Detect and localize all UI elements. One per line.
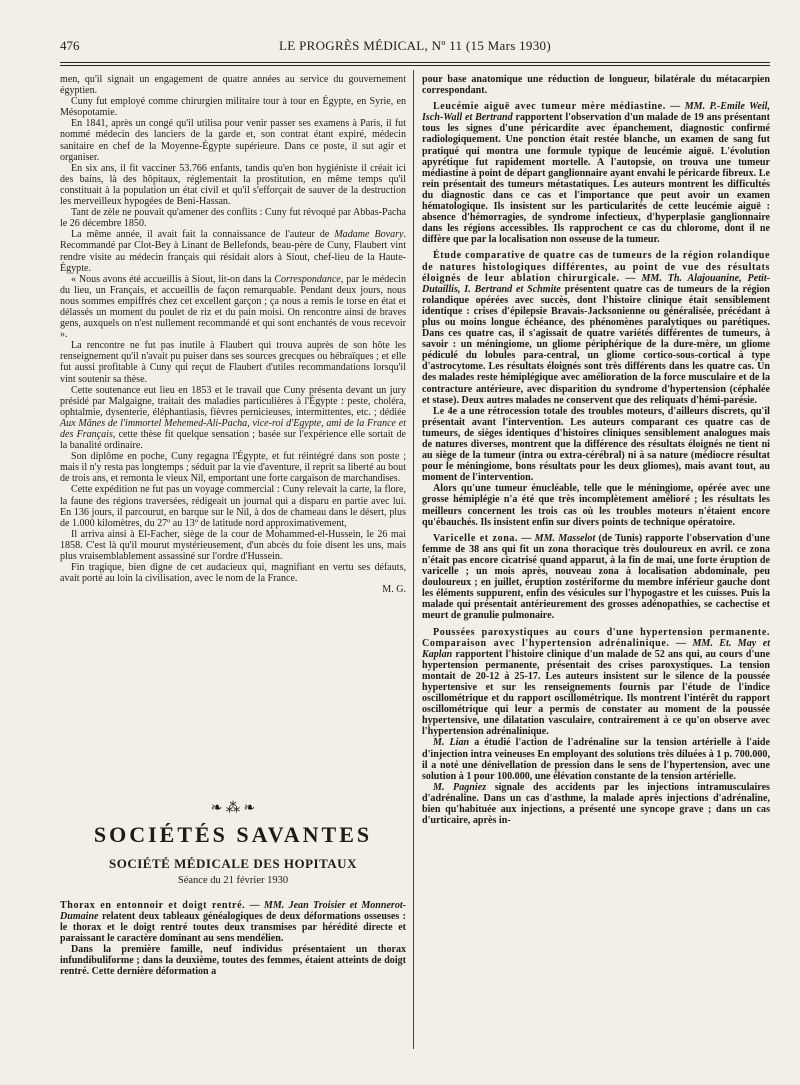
paragraph: En 1841, après un congé qu'il utilisa pour venir passer ses examens à Paris, il fut nommé médecin des lanciers de la garde et, son contrat étant expiré, médecin sanitaire en chef de la Moyenne-Égypte supérieure. Dans ce poste, il sut agir et organiser.: [60, 118, 406, 163]
book-title: Madame Bovary: [334, 229, 404, 241]
report-paragraph: Le 4e a une rétrocession totale des troubles moteurs, d'ailleurs discrets, qu'il présentait avant l'intervention. Les auteurs comparant ces quatre cas de tumeurs, de sièges identiques d'histoires cliniques sensiblement analogues mais de natures diverses, montrent que la différence des résultats éloignés ne tient ni au siège de la tumeur (intra ou extra-cérébral) ni à sa nature (médiocre résultat pour le méningiome, bons résultats pour les deux gliomes), mais avant tout, au moment de l'intervention.: [422, 405, 770, 484]
report-paragraph: M. Pagniez signale des accidents par les injections intramusculaires d'adrénaline. Dans un cas d'asthme, la malade après injections d'adrénaline, bien qu'habituée aux injections, a présenté une syncope grave ; dans un cas d'urticaire, après in-: [422, 781, 770, 827]
header-rule-double: [60, 65, 770, 66]
paragraph: Cuny fut employé comme chirurgien militaire tour à tour en Égypte, en Syrie, en Mésopotamie.: [60, 96, 406, 119]
paragraph: Cette soutenance eut lieu en 1853 et le travail que Cuny présenta devant un jury présidé par Malgaigne, traitait des maladies particulières à l'Égypte : peste, choléra, ophtalmie, dysenterie, éléphantiasis, fièvres pernicieuses, intermittentes, etc. ; dédiée Aux Mânes de l'immortel Mehemed-Ali-Pacha, vice-roi d'Egypte, ami de la France et des Français, cette thèse fit quelque sensation ; basée sur l'expérience elle sortait de la banalité ordinaire.: [60, 384, 407, 452]
right-column: [422, 74, 770, 826]
page-number: 476: [60, 38, 80, 53]
paragraph: Son diplôme en poche, Cuny regagna l'Égypte, et fut réintégré dans son poste ; mais il n'y resta pas longtemps ; séduit par la vie d'aventure, il reprit sa liberté au bout de trois ans, et remonta le vieux Nil, emportant une forte cargaison de marchandises.: [60, 451, 406, 485]
paragraph: Cette expédition ne fut pas un voyage commercial : Cuny relevait la carte, la flore, la faune des régions traversées, rédigeait un journal qui a disparu en partie avec lui. En 136 jours, il parcourut, en barque sur le Nil, à dos de chameau dans le désert, plus de 1.000 kilomètres, du 27º au 13º de latitude nord approximativement,: [60, 484, 406, 529]
paragraph: « Nous avons été accueillis à Siout, lit-on dans la Correspondance, par le médecin du lieu, un Français, et accueillis de façon remarquable. Pendant deux jours, nous nous sommes empiffrés chez cet excellent garçon ; ça nous a remis le torse en état et délassés un moment du poulet de riz et du pain moisi. On rencontre ainsi de braves gens, auxquels on n'est nullement recommandé et qui sont enchantés de vous recevoir ».: [60, 273, 406, 341]
paragraph: pour base anatomique une réduction de longueur, bilatérale du métacarpien correspondant.: [422, 74, 770, 97]
report-title: Varicelle et zona.: [433, 532, 519, 544]
section-ornament: ❧ ⁂ ❧: [210, 801, 256, 816]
paragraph: La rencontre ne fut pas inutile à Flaubert qui trouva auprès de son hôte les renseignement qu'il n'avait pu puiser dans ses sources grecques ou hébraïques ; et elle fut aussi profitable à Cuny qui reçut de Flaubert d'utiles recommandations lorsqu'il vint soutenir sa thèse.: [60, 340, 406, 385]
report-paragraph: Varicelle et zona. — MM. Masselot (de Tunis) rapporte l'observation d'une femme de 38 ans qui fit un zona thoracique très douloureux en avril. ce zona n'était pas encore cicatrisé quand apparut, à la fin de mai, une forte éruption de varicelle ; un mois après, nouveau zona à localisation abdominale, peu douloureux ; en juillet, éruption zostériforme du membre inférieur gauche dont les éléments suppurent, enfin des vésicules sur l'hypogastre et les cuisses. Puis la malade qui présentait antérieurement des grosses adénopathies, se cachectise et meurt de granulie pulmonaire.: [422, 532, 770, 622]
paragraph: Fin tragique, bien digne de cet audacieux qui, magnifiant en vertu ses défauts, avait porté au loin la civilisation, avec le nom de la France.: [60, 562, 406, 585]
dedication: Aux Mânes de l'immortel Mehemed-Ali-Pacha, vice-roi d'Egypte, ami de la France et des Français: [60, 417, 406, 440]
report-authors: M. Lian: [433, 737, 470, 749]
report-title: Poussées paroxystiques au cours d'une hypertension permanente. Comparaison avec l'hypertension adrénalinique.: [422, 626, 770, 649]
left-column: [60, 74, 406, 595]
report-paragraph: Dans la première famille, neuf individus présentaient un thorax infundibuliforme ; dans la deuxième, toutes des femmes, étaient atteints de doigt rentré. Cette dernière déformation a: [60, 944, 406, 977]
paragraph: En six ans, il fit vacciner 53.766 enfants, tandis qu'en bon hygiéniste il créait ici des bains, là des hôpitaux, réglementait la prostitution, en même temps qu'il constituait à la population un état civil et qu'il s'efforçait de sauver de la destruction les merveilleux hypogées de Beni-Hassan.: [60, 162, 406, 208]
session-date: Séance du 21 février 1930: [177, 875, 289, 886]
paragraph: Il arriva ainsi à El-Facher, siège de la cour de Mohammed-el-Hussein, le 26 mai 1858. C'est là qu'il mourut mystérieusement, d'un abcès du foie disent les uns, mais plus vraisemblablement assassiné sur l'ordre d'Hussein.: [60, 528, 406, 563]
report-paragraph: M. Lian a étudié l'action de l'adrénaline sur la tension artérielle à l'aide d'injection intra veineuses En employant des solutions très diluées à 1 p. 700.000, il a noté une dénivellation de pression dans le sens de l'hypertension, avec une solution à 1 pour 100.000, une élévation constante de la tension artérielle.: [422, 737, 771, 782]
paragraph: La même année, il avait fait la connaissance de l'auteur de Madame Bovary. Recommandé par Clot-Bey à Linant de Bellefonds, beau-père de Cuny, Flaubert vint rendre visite au médecin français qui résidait alors à Siout, chef-lieu de la Haute-Égypte.: [60, 229, 406, 274]
report-authors: — MM. Jean Troisier et Monnerot-Dumaine: [60, 900, 407, 922]
report-paragraph: Leucémie aiguë avec tumeur mère médiastine. — MM. P.-Emile Weil, Isch-Wall et Bertrand rapportent l'observation d'un malade de 19 ans présentant tous les signes d'une péricardite avec épanchement, diagnostic confirmé radiologiquement. Une ponction était restée blanche, un examen de sang fut pratiqué qui montra une formule typique de leucémie aiguë. L'évolution apyrétique fut rapidement mortelle. A l'autopsie, on trouva une tumeur médiastine à point de départ ganglionnaire ayant envahi le péricarde fibreux. Le rein présentait des tumeurs métastatiques. Les auteurs montrent les difficultés du diagnostic dans ce cas et l'importance que peut avoir un examen hématologique. Ils insistent sur les particularités de cette leucémie aiguë : absence d'hémorragies, de syndrome infectieux, d'hyperplasie ganglionnaire dans les régions accessibles. Ils rapprochent ce cas du chlorome, dont il ne diffère que par la localisation non osseuse de la tumeur.: [422, 101, 770, 246]
report-authors: — MM. P.-Emile Weil, Isch-Wall et Bertrand: [422, 101, 770, 124]
report-authors: — MM. Th. Alajouanine, Petit-Dutaillis, I. Bertrand et Schmite: [422, 272, 770, 295]
report-authors: M. Pagniez: [433, 781, 487, 793]
left-lower-text: [60, 900, 406, 977]
running-title: LE PROGRÈS MÉDICAL, Nº 11 (15 Mars 1930): [279, 38, 551, 53]
report-paragraph: Alors qu'une tumeur énucléable, telle que le méningiome, opérée avec une grosse hémiplégie n'a été que très incomplètement amélioré ; les résultats les meilleurs concernent les trois cas où les troubles moteurs n'étaient encore qu'ébauchés. Ils insistent enfin sur divers points de technique opératoire.: [422, 483, 770, 528]
header-rule: [60, 62, 770, 63]
paragraph: men, qu'il signait un engagement de quatre années au service du gouvernement égyptien.: [60, 74, 406, 97]
report-title: Thorax en entonnoir et doigt rentré.: [60, 900, 246, 911]
society-name: SOCIÉTÉ MÉDICALE DES HOPITAUX: [109, 856, 357, 871]
report-paragraph: Thorax en entonnoir et doigt rentré. — MM. Jean Troisier et Monnerot-Dumaine relatent deux tableaux généalogiques de deux déformations osseuses : le thorax et le doigt rentré toutes deux transmises par hérédité directe et paraissant le caractère dominant au sens mendélien.: [60, 900, 407, 944]
report-paragraph: Poussées paroxystiques au cours d'une hypertension permanente. Comparaison avec l'hypertension adrénalinique. — MM. Et. May et Kaplan rapportent l'histoire clinique d'un malade de 52 ans qui, au cours d'une hypertension permanente, présentait des crises paroxystiques. La tension montait de 20-12 à 25-17. Les auteurs insistent sur le silence de la poussée hypertensive et sur les renseignements fournis par l'étude de l'indice oscillométrique et du rapport oscillométrique. Ils montrent l'intérêt du rapport oscillométrique qui leur a permis de constater au moment de la poussée hypertensive, une dilatation vasculaire, contrairement à ce qu'on observe avec l'hypertension adrénalinique.: [422, 626, 771, 738]
report-authors: — MM. Masselot: [518, 532, 596, 544]
report-authors: — MM. Et. May et Kaplan: [422, 637, 771, 660]
column-separator: [413, 70, 414, 1049]
page-header: [60, 38, 770, 58]
report-paragraph: Étude comparative de quatre cas de tumeurs de la région rolandique de natures histologiques différentes, au point de vue des résultats éloignés de leur ablation chirurgicale. — MM. Th. Alajouanine, Petit-Dutaillis, I. Bertrand et Schmite présentent quatre cas de tumeurs de la région rolandique opérées avec succès, dont l'histoire clinique était sensiblement identique : crises d'épilepsie Bravais-Jacksonienne ou généralisée, précédant à plus ou moins longue échéance, des phénomènes paralytiques ou parétiques. Dans ces quatre cas, il s'agissait de quatre variétés différentes de tumeurs, à savoir : un méningiome, un gliome périphérique de la dure-mère, un gliome pédiculé du lobules para-central, un gliome cortico-sous-cortical à type d'astrocytome. Les résultats éloignés sont très différents dans les quatre cas. Un des malades reste hémiplégique avec amélioration de la force musculaire et de la contracture antérieure, avec disparition du syndrome d'hypertension (céphalée et stase). Deux autres malades ne conservent que des reliquats d'hémi-parésie.: [422, 250, 770, 406]
society-heading: [60, 842, 406, 886]
report-title: Étude comparative de quatre cas de tumeurs de la région rolandique de natures histologiques différentes, au point de vue des résultats éloignés de leur ablation chirurgicale.: [422, 250, 770, 284]
report-title: Leucémie aiguë avec tumeur mère médiastine.: [433, 101, 666, 113]
book-title: Correspondance: [274, 273, 341, 285]
paragraph: Tant de zèle ne pouvait qu'amener des conflits : Cuny fut révoqué par Abbas-Pacha le 26 décembre 1850.: [60, 207, 406, 230]
author-signature: M. G.: [382, 584, 406, 596]
section-title: SOCIÉTÉS SAVANTES: [93, 822, 373, 847]
